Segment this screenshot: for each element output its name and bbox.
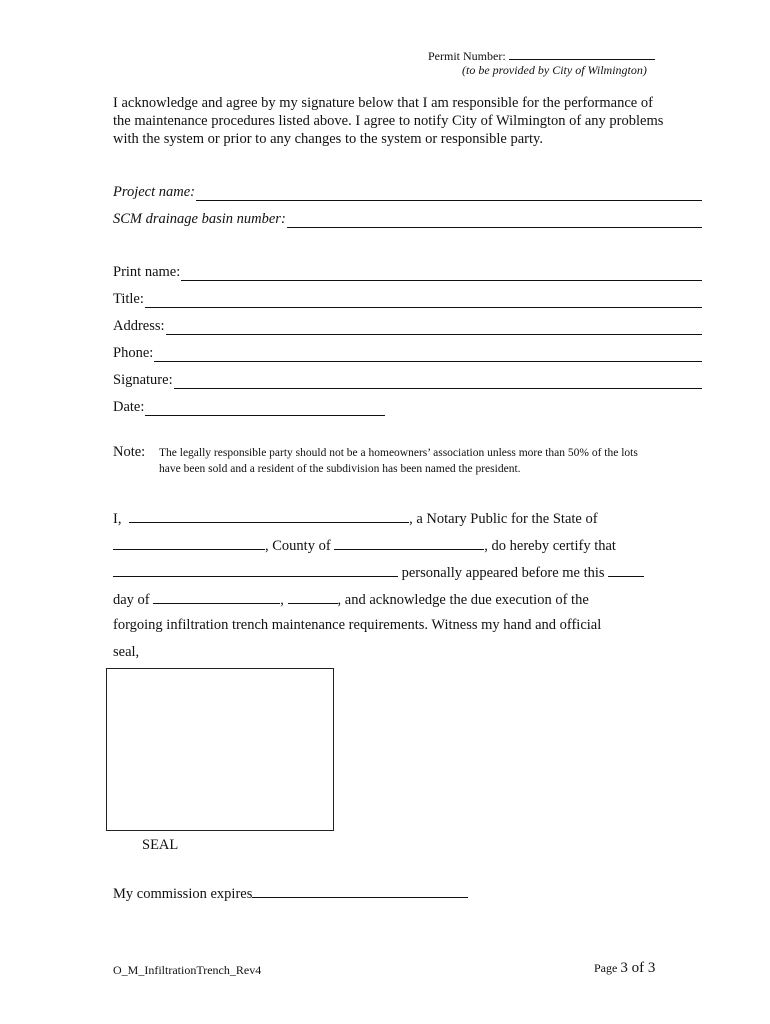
date-label: Date: (113, 399, 145, 415)
title-field[interactable] (145, 293, 702, 308)
date-row (113, 399, 385, 416)
phone-row (113, 345, 702, 362)
notary-line-5: forgoing infiltration trench maintenance requirements. Witness my hand and official (113, 617, 602, 633)
signature-label: Signature: (113, 372, 173, 388)
notary-text: day of (113, 592, 150, 608)
address-row (113, 318, 702, 335)
address-field[interactable] (166, 320, 702, 335)
page-number (594, 960, 655, 977)
page-word: Page (594, 961, 618, 975)
phone-field[interactable] (154, 347, 702, 362)
project-name-label: Project name: (113, 184, 196, 200)
address-label: Address: (113, 318, 165, 334)
date-field[interactable] (145, 401, 385, 416)
print-name-field[interactable] (181, 266, 702, 281)
commission-expires-field[interactable] (252, 884, 468, 898)
drainage-basin-field[interactable] (287, 213, 702, 228)
notary-text: , do hereby certify that (484, 538, 616, 554)
commission-label: My commission expires (113, 886, 253, 902)
notary-state-field[interactable] (113, 536, 265, 550)
notary-line-1 (113, 509, 598, 528)
print-name-row (113, 264, 702, 281)
notary-line-3 (113, 563, 644, 582)
commission-row (113, 884, 468, 903)
project-name-row (113, 184, 702, 201)
drainage-basin-label: SCM drainage basin number: (113, 211, 286, 227)
note-label: Note: (113, 444, 146, 460)
seal-box (106, 668, 334, 831)
note-text: The legally responsible party should not be a homeowners’ association unless more than 50% of the lots have been sold and a resident of the subdivision has been named the president. (159, 447, 638, 475)
notary-line-2 (113, 536, 616, 555)
signature-row (113, 372, 702, 389)
drainage-basin-row (113, 211, 702, 228)
notary-text: I, (113, 511, 122, 527)
title-label: Title: (113, 291, 144, 307)
project-name-field[interactable] (196, 186, 702, 201)
notary-text: , (280, 592, 284, 608)
permit-number-line (428, 47, 655, 64)
document-id: O_M_InfiltrationTrench_Rev4 (113, 963, 262, 977)
notary-text: , and acknowledge the due execution of the (337, 592, 589, 608)
appearance-month-field[interactable] (153, 590, 280, 604)
permit-note: (to be provided by City of Wilmington) (462, 63, 647, 77)
permit-number-field[interactable] (509, 47, 655, 60)
appearance-day-field[interactable] (608, 563, 644, 577)
notary-text: , County of (265, 538, 331, 554)
appearing-person-field[interactable] (113, 563, 398, 577)
seal-label: SEAL (142, 837, 179, 853)
appearance-year-field[interactable] (288, 590, 338, 604)
title-row (113, 291, 702, 308)
signature-field[interactable] (174, 374, 702, 389)
permit-number-label: Permit Number: (428, 49, 506, 63)
notary-line-4 (113, 590, 589, 609)
notary-text: , a Notary Public for the State of (409, 511, 598, 527)
page-count: 3 of 3 (620, 960, 656, 976)
print-name-label: Print name: (113, 264, 181, 280)
notary-text: personally appeared before me this (401, 565, 605, 581)
acknowledgement-paragraph: I acknowledge and agree by my signature below that I am responsible for the performance of the maintenance procedures listed above. I agree to notify City of Wilmington of any problems with the system or prior to any changes to the system or responsible party. (113, 95, 664, 147)
notary-name-field[interactable] (129, 509, 409, 523)
notary-county-field[interactable] (334, 536, 484, 550)
notary-line-6: seal, (113, 644, 140, 660)
phone-label: Phone: (113, 345, 154, 361)
